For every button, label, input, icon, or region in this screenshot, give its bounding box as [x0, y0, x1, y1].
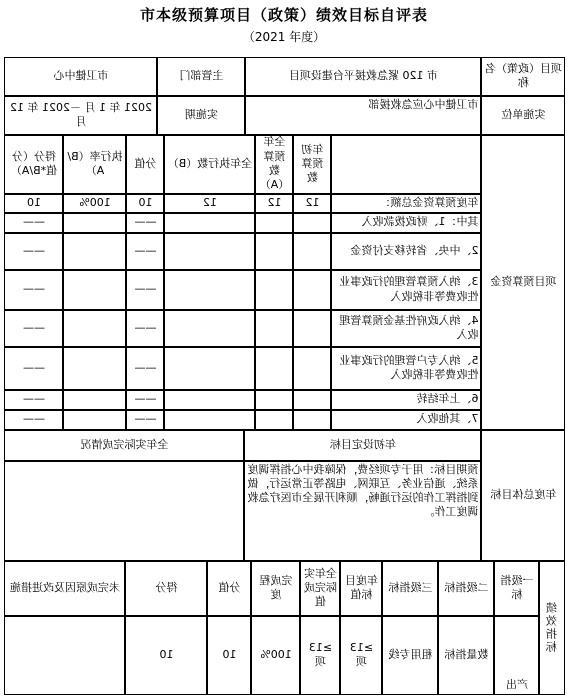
goals-actual-text — [5, 461, 245, 561]
unit-label: 实施单位 — [482, 96, 566, 135]
goals-section-label: 年度总体目标 — [482, 430, 566, 561]
budget-row-rate — [64, 213, 127, 233]
budget-row-executed — [165, 390, 256, 410]
budget-row-score: —— — [5, 347, 64, 390]
ind-row-level1: 产出 — [495, 616, 540, 695]
budget-row-score: 10 — [5, 194, 64, 213]
budget-row-label: 4、纳入政府性基金预算管理收入 — [332, 310, 482, 347]
budget-row-rate: 100% — [64, 194, 127, 213]
budget-row-label: 5、纳入专户管理的行政事业性收费等非税收入 — [332, 347, 482, 390]
budget-row-full-year — [256, 390, 294, 410]
budget-row-initial — [294, 390, 332, 410]
budget-row-score: —— — [5, 410, 64, 430]
period-label: 实施期 — [158, 96, 246, 135]
indicators-section-text: 绩效指标 — [545, 601, 559, 654]
budget-row-executed — [165, 233, 256, 270]
budget-row-score: —— — [5, 310, 64, 347]
budget-row-rate — [64, 410, 127, 430]
budget-row-rate — [64, 310, 127, 347]
budget-row-weight: —— — [127, 347, 165, 390]
budget-row-score: —— — [5, 270, 64, 310]
col-initial-budget: 年初预算数 — [294, 135, 332, 194]
dept-label: 主管部门 — [158, 57, 246, 96]
budget-row-rate — [64, 347, 127, 390]
budget-row-weight: —— — [127, 390, 165, 410]
col-score: 得分（分值*B/A） — [5, 135, 64, 194]
budget-row-label: 7、其他收入 — [332, 410, 482, 430]
budget-row-initial — [294, 270, 332, 310]
document-title: 市本级预算项目（政策）绩效目标自评表 — [139, 6, 428, 24]
budget-row-label: 2、中央、省转移支付资金 — [332, 233, 482, 270]
ind-row-actual: ≥13 项 — [301, 616, 341, 695]
budget-row-score: —— — [5, 390, 64, 410]
budget-row-full-year: 12 — [256, 194, 294, 213]
period-value: 2021 年 1 月 －2021 年 12 月 — [5, 96, 158, 135]
ind-header-weight: 分值 — [208, 561, 252, 616]
budget-row-initial: 12 — [294, 194, 332, 213]
ind-row-reason — [5, 616, 126, 695]
goals-planned-text: 预期目标：用于专项经费，保障我中心指挥调度系统、通信业务、互联网、电路等正常运行，做到指挥工作的运行通畅，顺利开展全市医疗急救调度工作。 — [245, 461, 482, 561]
col-executed: 全年执行数（B） — [165, 135, 256, 194]
ind-header-score: 得分 — [126, 561, 208, 616]
budget-row-score: —— — [5, 233, 64, 270]
budget-row-weight: —— — [127, 410, 165, 430]
goals-planned-header: 年初设定目标 — [245, 430, 482, 461]
col-exec-rate: 执行率（B/A） — [64, 135, 127, 194]
budget-row-full-year — [256, 213, 294, 233]
dept-value: 市卫健中心 — [5, 57, 158, 96]
ind-header-target: 年度目标值 — [341, 561, 383, 616]
budget-row-full-year — [256, 270, 294, 310]
budget-row-initial — [294, 347, 332, 390]
ind-row-completion: 100% — [252, 616, 301, 695]
budget-row-rate — [64, 233, 127, 270]
ind-header-level3: 三级指标 — [383, 561, 439, 616]
budget-row-full-year — [256, 310, 294, 347]
budget-header-blank — [332, 135, 482, 194]
budget-row-weight: —— — [127, 270, 165, 310]
indicators-section-label — [540, 561, 566, 695]
ind-row-level3: 租用专线 — [383, 616, 439, 695]
col-full-year-budget: 全年预算数（A） — [256, 135, 294, 194]
budget-row-score: —— — [5, 213, 64, 233]
budget-row-rate — [64, 270, 127, 310]
document-year: （2021 年度） — [242, 30, 326, 44]
project-name-value: 市 120 紧急救援平台建设项目 — [246, 57, 482, 96]
budget-row-initial — [294, 213, 332, 233]
ind-header-actual: 全年实际完成值 — [301, 561, 341, 616]
budget-row-label: 3、纳入预算管理的行政事业性收费等非税收入 — [332, 270, 482, 310]
budget-row-rate — [64, 390, 127, 410]
budget-row-executed — [165, 213, 256, 233]
budget-row-initial — [294, 233, 332, 270]
budget-row-weight: —— — [127, 310, 165, 347]
budget-row-label: 6、上年结转 — [332, 390, 482, 410]
budget-row-executed: 12 — [165, 194, 256, 213]
budget-row-weight: —— — [127, 213, 165, 233]
budget-row-label: 年度预算资金总额： — [332, 194, 482, 213]
budget-row-full-year — [256, 410, 294, 430]
budget-row-full-year — [256, 347, 294, 390]
unit-value: 市卫健中心应急救援部 — [246, 96, 482, 135]
budget-row-label: 其中：1、财政拨款收入 — [332, 213, 482, 233]
ind-row-weight: 10 — [208, 616, 252, 695]
ind-row-score: 10 — [126, 616, 208, 695]
budget-row-executed — [165, 410, 256, 430]
budget-row-executed — [165, 347, 256, 390]
budget-row-weight: 10 — [127, 194, 165, 213]
ind-row-level2: 数量指标 — [439, 616, 495, 695]
col-weight: 分值 — [127, 135, 165, 194]
ind-header-reason: 未完成原因及改进措施 — [5, 561, 126, 616]
budget-row-weight: —— — [127, 233, 165, 270]
ind-header-level1: 一级指标 — [495, 561, 540, 616]
goals-actual-header: 全年实际完成情况 — [5, 430, 245, 461]
project-name-label: 项目（政策）名称 — [482, 57, 566, 96]
budget-section-label: 项目预算资金 — [482, 135, 566, 430]
budget-row-initial — [294, 410, 332, 430]
budget-row-executed — [165, 270, 256, 310]
ind-row-target: ≥13 项 — [341, 616, 383, 695]
budget-row-full-year — [256, 233, 294, 270]
budget-row-initial — [294, 310, 332, 347]
ind-header-level2: 二级指标 — [439, 561, 495, 616]
budget-row-executed — [165, 310, 256, 347]
ind-header-completion: 完成程度 — [252, 561, 301, 616]
